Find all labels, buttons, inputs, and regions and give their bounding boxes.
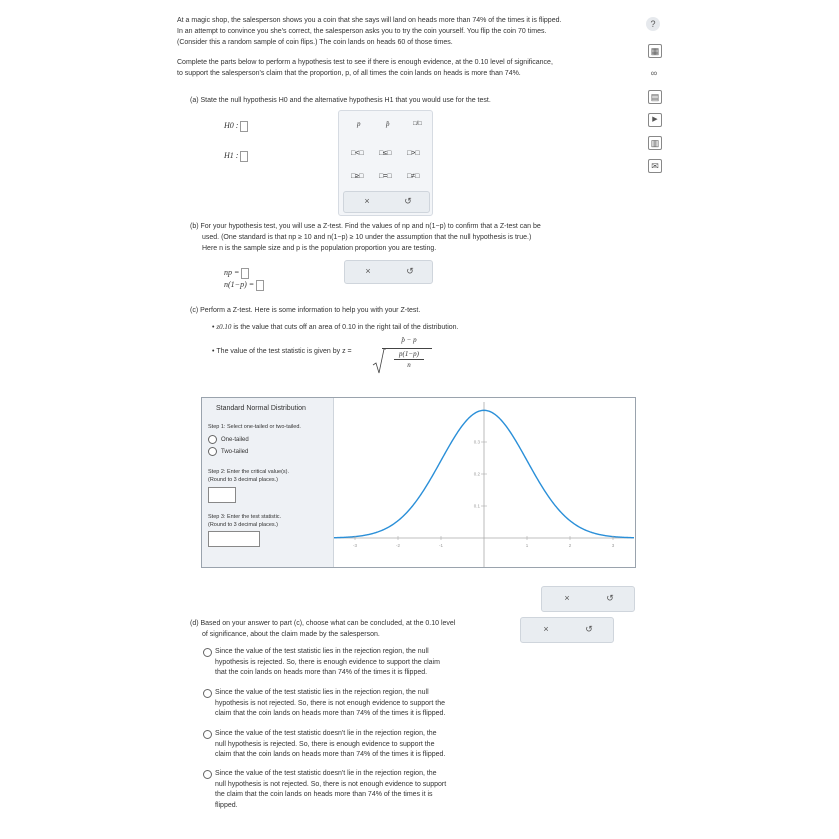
part-c-bullet-1: • z0.10 is the value that cuts off an area of 0.10 in the right tail of the distribution. [212,323,459,331]
one-tailed-label: One-tailed [221,437,249,444]
palette-not-equal[interactable]: □≠□ [407,173,420,180]
conclusion-radio-4[interactable] [203,770,212,779]
part-d-line-1: (d) Based on your answer to part (c), choose what can be concluded, at the 0.10 level [190,620,456,627]
conclusion-radio-2[interactable] [203,689,212,698]
palette-less-equal[interactable]: □≤□ [379,150,392,157]
part-b-controls [344,260,433,284]
step-2-round: (Round to 3 decimal places.) [208,477,279,483]
h1-row[interactable] [224,150,248,162]
formula-inner-denominator: n [407,361,411,369]
bullet-2-text: The value of the test statistic is given by z = [216,348,352,355]
y-tick-label: 0.3 [473,439,480,445]
palette-controls [343,191,430,213]
x-tick-label: -1 [438,543,444,548]
option-4-line-3: the claim that the coin lands on heads more than 74% of the times it is [215,791,433,798]
option-3-line-2: null hypothesis is rejected. So, there is enough evidence to support the [215,740,435,748]
part-b-line-2: used. (One standard is that np ≥ 10 and n(1−p) ≥ 10 under the assumption that the null hypothesis is true.) [202,234,532,241]
option-2-line-2: hypothesis is not rejected. So, there is not enough evidence to support the [215,699,445,707]
part-c-bullet-2: • The value of the test statistic is given by z = [212,348,352,355]
sqrt-icon [372,347,386,375]
palette-less-than[interactable]: □<□ [351,150,364,157]
part-d-undo-button[interactable]: ↺ [585,624,593,634]
part-c-controls [541,586,635,612]
palette-fraction[interactable]: □/□ [413,121,422,127]
problem-line-3: (Consider this a random sample of coin flips.) The coin lands on heads 60 of those times. [177,39,453,46]
option-2-line-3: claim that the coin lands on heads more than 74% of the times it is flipped. [215,710,446,717]
y-tick-label: 0.2 [473,471,480,477]
palette-clear-button[interactable]: × [364,196,370,206]
conclusion-radio-1[interactable] [203,648,212,657]
formula-numerator: p̂ − p [401,336,417,344]
palette-greater-equal[interactable]: □≥□ [351,173,364,180]
x-tick-label: 2 [568,543,572,548]
help-icon[interactable]: ? [646,17,660,31]
two-tailed-option[interactable] [208,447,248,456]
problem-line-4: Complete the parts below to perform a hypothesis test to see if there is enough evidence, at the 0.10 level of significance, [177,59,553,66]
h1-input[interactable] [240,151,248,162]
widget-title: Standard Normal Distribution [216,405,306,412]
part-b-line-3: Here n is the sample size and p is the population proportion you are testing. [202,245,437,252]
critical-value-input[interactable] [208,487,236,503]
part-a-prompt: (a) State the null hypothesis H0 and the alternative hypothesis H1 that you would use for the test. [190,97,491,104]
step-1-label: Step 1: Select one-tailed or two-tailed. [208,424,301,430]
mail-icon[interactable]: ✉ [648,159,662,173]
n1p-label: n(1−p) = [224,280,255,289]
palette-p[interactable]: p [357,120,361,128]
link-icon[interactable]: ∞ [648,67,660,79]
two-tailed-radio[interactable] [208,447,217,456]
part-b-text [190,221,630,254]
problem-line-5: to support the salesperson's claim that the proportion, p, of all times the coin lands on heads is more than 74%. [177,70,521,77]
part-c-undo-button[interactable]: ↺ [606,593,614,603]
np-row [224,267,249,279]
calculator-icon[interactable]: ▦ [648,44,662,58]
option-4-line-4: flipped. [215,801,238,809]
option-3-line-3: claim that the coin lands on heads more than 74% of the times it is flipped. [215,751,446,758]
normal-curve-plot[interactable] [334,398,634,567]
palette-greater-than[interactable]: □>□ [407,150,420,157]
one-tailed-option[interactable] [208,435,249,444]
option-1-line-3: that the coin lands on heads more than 74% of the times it is flipped. [215,669,428,676]
y-tick-label: 0.1 [473,503,480,509]
part-c-clear-button[interactable]: × [564,593,570,603]
np-label: np = [224,268,240,277]
h0-row [224,120,248,132]
part-b-line-1: (b) For your hypothesis test, you will use a Z-test. Find the values of np and n(1−p) to confirm that a Z-test can be [190,223,541,230]
widget-controls-panel [202,398,334,567]
conclusion-radio-3[interactable] [203,730,212,739]
step-3-text: Step 3: Enter the test statistic. [208,514,282,520]
x-tick-label: 1 [525,543,529,548]
step-3-label [208,513,281,529]
part-d-line-2: of significance, about the claim made by the salesperson. [202,631,380,638]
two-tailed-label: Two-tailed [221,449,249,456]
part-d-controls [520,617,614,643]
option-2-line-1: Since the value of the test statistic lies in the rejection region, the null [215,689,429,696]
n1p-row [224,279,264,291]
problem-statement [177,15,647,79]
np-input[interactable] [241,268,249,279]
normal-distribution-widget [201,397,636,568]
bullet-1-text: is the value that cuts off an area of 0.10 in the right tail of the distribution. [233,324,459,331]
z-formula [372,336,432,369]
z-critical-symbol: z0.10 [216,323,232,331]
option-1-line-1: Since the value of the test statistic lies in the rejection region, the null [215,648,429,655]
step-3-round: (Round to 3 decimal places.) [208,522,279,528]
step-2-text: Step 2: Enter the critical value(s). [208,469,290,475]
part-b-undo-button[interactable]: ↺ [406,266,414,276]
test-statistic-input[interactable] [208,531,260,547]
option-4-line-2: null hypothesis is not rejected. So, there is not enough evidence to support [215,780,447,788]
book-icon[interactable]: ▥ [648,136,662,150]
palette-equal[interactable]: □=□ [379,173,392,180]
h1-label: H1 : [224,151,239,160]
x-tick-label: -2 [395,543,401,548]
palette-undo-button[interactable]: ↺ [404,196,412,206]
step-2-label [208,468,289,484]
formula-inner-numerator: p(1−p) [399,350,419,358]
n1p-input[interactable] [256,280,264,291]
x-tick-label: -3 [352,543,358,548]
part-d-clear-button[interactable]: × [543,624,549,634]
problem-line-2: In an attempt to convince you she's correct, the salesperson asks you to try the coin yourself. You flip the coin 70 times. [177,28,547,35]
option-1-line-2: hypothesis is rejected. So, there is enough evidence to support the claim [215,658,440,666]
symbol-palette [338,110,433,216]
part-d-prompt [190,618,520,640]
option-3-line-1: Since the value of the test statistic doesn't lie in the rejection region, the [215,730,437,737]
palette-p-hat[interactable]: p̂ [386,120,390,128]
part-c-intro: (c) Perform a Z-test. Here is some information to help you with your Z-test. [190,307,421,314]
h0-input[interactable] [240,121,248,132]
h0-label: H0 : [224,121,239,130]
video-icon[interactable]: ▶ [648,113,662,127]
part-b-clear-button[interactable]: × [365,266,371,276]
notes-icon[interactable]: ▤ [648,90,662,104]
x-tick-label: 3 [611,543,615,548]
problem-line-1: At a magic shop, the salesperson shows you a coin that she says will land on heads more than 74% of the times it is flipped. [177,17,562,24]
option-4-line-1: Since the value of the test statistic doesn't lie in the rejection region, the [215,770,437,777]
one-tailed-radio[interactable] [208,435,217,444]
